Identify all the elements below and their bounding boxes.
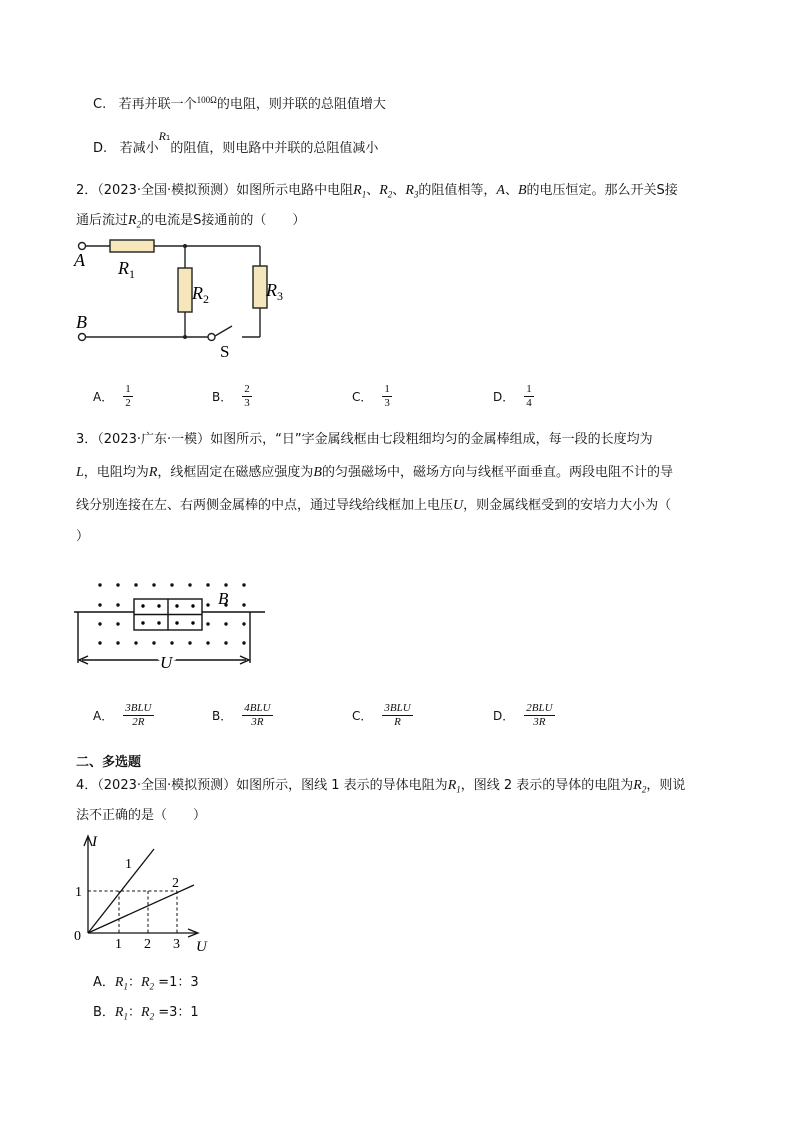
field-dot bbox=[224, 622, 227, 625]
q4-axis-label-u: U bbox=[196, 939, 207, 954]
q3-source: （2023·广东·一模） bbox=[97, 432, 211, 447]
q2-fig-label-r1: $R_1$ bbox=[118, 258, 135, 281]
field-dot bbox=[242, 622, 245, 625]
q2-fig-label-r3: $R_3$ bbox=[266, 280, 283, 303]
q4-ytick-1: 1 bbox=[75, 885, 82, 900]
q4-xtick-2: 2 bbox=[144, 937, 151, 952]
field-dot bbox=[188, 583, 191, 586]
q2-fig-label-r2: $R_2$ bbox=[192, 283, 209, 306]
q3-frame-diagram bbox=[70, 578, 270, 672]
prev-option-c-label: C. bbox=[93, 97, 107, 112]
field-dot bbox=[116, 583, 119, 586]
field-dot bbox=[170, 583, 173, 586]
q3-line4: ） bbox=[76, 529, 90, 544]
field-dot bbox=[116, 603, 119, 606]
section-heading: 二、多选题 bbox=[76, 755, 142, 770]
prev-option-d-label: D. bbox=[93, 141, 108, 156]
prev-option-d-text1: 若减小 bbox=[119, 141, 159, 156]
field-dot bbox=[98, 603, 101, 606]
q3-option-d[interactable]: D． $\frac{\text{2BLU}}{3R}$ bbox=[493, 702, 553, 728]
q4-xtick-3: 3 bbox=[173, 937, 180, 952]
q2-circuit-diagram bbox=[70, 236, 310, 360]
field-dot bbox=[224, 641, 227, 644]
field-dot bbox=[152, 641, 155, 644]
q4-line1: 4．（2023·全国·模拟预测）如图所示，图线 1 表示的导体电阻为$R_1$，图线 2 表示的导体的电阻为$R_2$，则说 bbox=[76, 778, 686, 795]
field-dot bbox=[98, 641, 101, 644]
q3-option-a[interactable]: A． $\frac{\text{3BLU}}{2R}$ bbox=[93, 702, 152, 728]
field-dot bbox=[242, 641, 245, 644]
q4-source: （2023·全国·模拟预测） bbox=[97, 778, 237, 793]
q3-number: 3． bbox=[76, 432, 98, 447]
q3-option-c[interactable]: C． $\frac{\text{3BLU}}{R}$ bbox=[352, 702, 411, 728]
q3-fig-label-b: B bbox=[218, 589, 229, 608]
q2-line1: 2．（2023·全国·模拟预测）如图所示电路中电阻$R_1$、$R_2$、$R_3$的阻值相等，A、B的电压恒定。那么开关S接 bbox=[76, 183, 678, 200]
prev-option-c-text1: 若再并联一个 bbox=[118, 97, 197, 112]
q4-line-label-2: 2 bbox=[172, 876, 179, 891]
field-dot bbox=[152, 583, 155, 586]
q4-iu-graph bbox=[70, 830, 220, 954]
field-dot bbox=[242, 603, 245, 606]
field-dot bbox=[116, 641, 119, 644]
field-dot bbox=[206, 622, 209, 625]
field-dot bbox=[206, 641, 209, 644]
q2-fig-label-a: A bbox=[74, 250, 85, 270]
q4-option-a[interactable]: A．$R_1$：$R_2 =1$：3 bbox=[93, 975, 199, 992]
q4-xtick-1: 1 bbox=[115, 937, 122, 952]
q4-option-b[interactable]: B．$R_1$：$R_2 =3$：1 bbox=[93, 1005, 199, 1022]
prev-option-d-symbol: R1 bbox=[158, 129, 171, 143]
field-dot bbox=[141, 604, 144, 607]
field-dot bbox=[191, 621, 194, 624]
q3-line1: 3．（2023·广东·一模）如图所示，“日”字金属线框由七段粗细均匀的金属棒组成，每一段的长度均为 bbox=[76, 432, 653, 447]
q2-option-d[interactable]: D． $\frac{1}{4}$ bbox=[493, 383, 532, 409]
prev-option-c bbox=[93, 95, 386, 112]
q4-origin-label: 0 bbox=[74, 929, 81, 944]
prev-option-d-text2: 的阻值，则电路中并联的总阻值减小 bbox=[170, 141, 379, 156]
q3-line3: 线分别连接在左、右两侧金属棒的中点，通过导线给线框加上电压U，则金属线框受到的安培力大小为（ bbox=[76, 498, 672, 513]
field-dot bbox=[175, 621, 178, 624]
field-dot bbox=[98, 583, 101, 586]
q2-fig-label-b: B bbox=[76, 312, 87, 332]
q4-line-label-1: 1 bbox=[125, 857, 132, 872]
field-dot bbox=[206, 603, 209, 606]
field-dot bbox=[175, 604, 178, 607]
field-dot bbox=[116, 622, 119, 625]
q2-option-b[interactable]: B． $\frac{2}{3}$ bbox=[212, 383, 250, 409]
q2-option-c[interactable]: C． $\frac{1}{3}$ bbox=[352, 383, 390, 409]
field-dot bbox=[188, 641, 191, 644]
prev-option-c-value: 100Ω bbox=[196, 95, 217, 105]
field-dot bbox=[224, 583, 227, 586]
field-dot bbox=[141, 621, 144, 624]
q3-line2: L，电阻均为R，线框固定在磁感应强度为B的匀强磁场中，磁场方向与线框平面垂直。两段电阻不计的导 bbox=[76, 465, 673, 480]
field-dot bbox=[134, 641, 137, 644]
field-dot bbox=[242, 583, 245, 586]
q3-fig-label-u: U bbox=[160, 653, 173, 672]
q4-line2: 法不正确的是（ ） bbox=[76, 808, 207, 823]
field-dot bbox=[157, 621, 160, 624]
q2-line2: 通后流过$R_2$的电流是S接通前的（ ） bbox=[76, 213, 306, 230]
prev-option-d bbox=[93, 129, 379, 156]
q4-axis-label-i: I bbox=[92, 834, 97, 850]
prev-option-c-text2: 的电阻，则并联的总阻值增大 bbox=[216, 97, 386, 112]
q2-number: 2． bbox=[76, 183, 98, 198]
q2-option-a[interactable]: A． $\frac{1}{2}$ bbox=[93, 383, 131, 409]
q2-source: （2023·全国·模拟预测） bbox=[97, 183, 237, 198]
field-dot bbox=[191, 604, 194, 607]
field-dot bbox=[98, 622, 101, 625]
q3-option-b[interactable]: B． $\frac{\text{4BLU}}{3R}$ bbox=[212, 702, 271, 728]
q4-number: 4． bbox=[76, 778, 98, 793]
field-dot bbox=[206, 583, 209, 586]
field-dot bbox=[170, 641, 173, 644]
q2-fig-label-s: S bbox=[220, 342, 230, 360]
field-dot bbox=[157, 604, 160, 607]
field-dot bbox=[134, 583, 137, 586]
